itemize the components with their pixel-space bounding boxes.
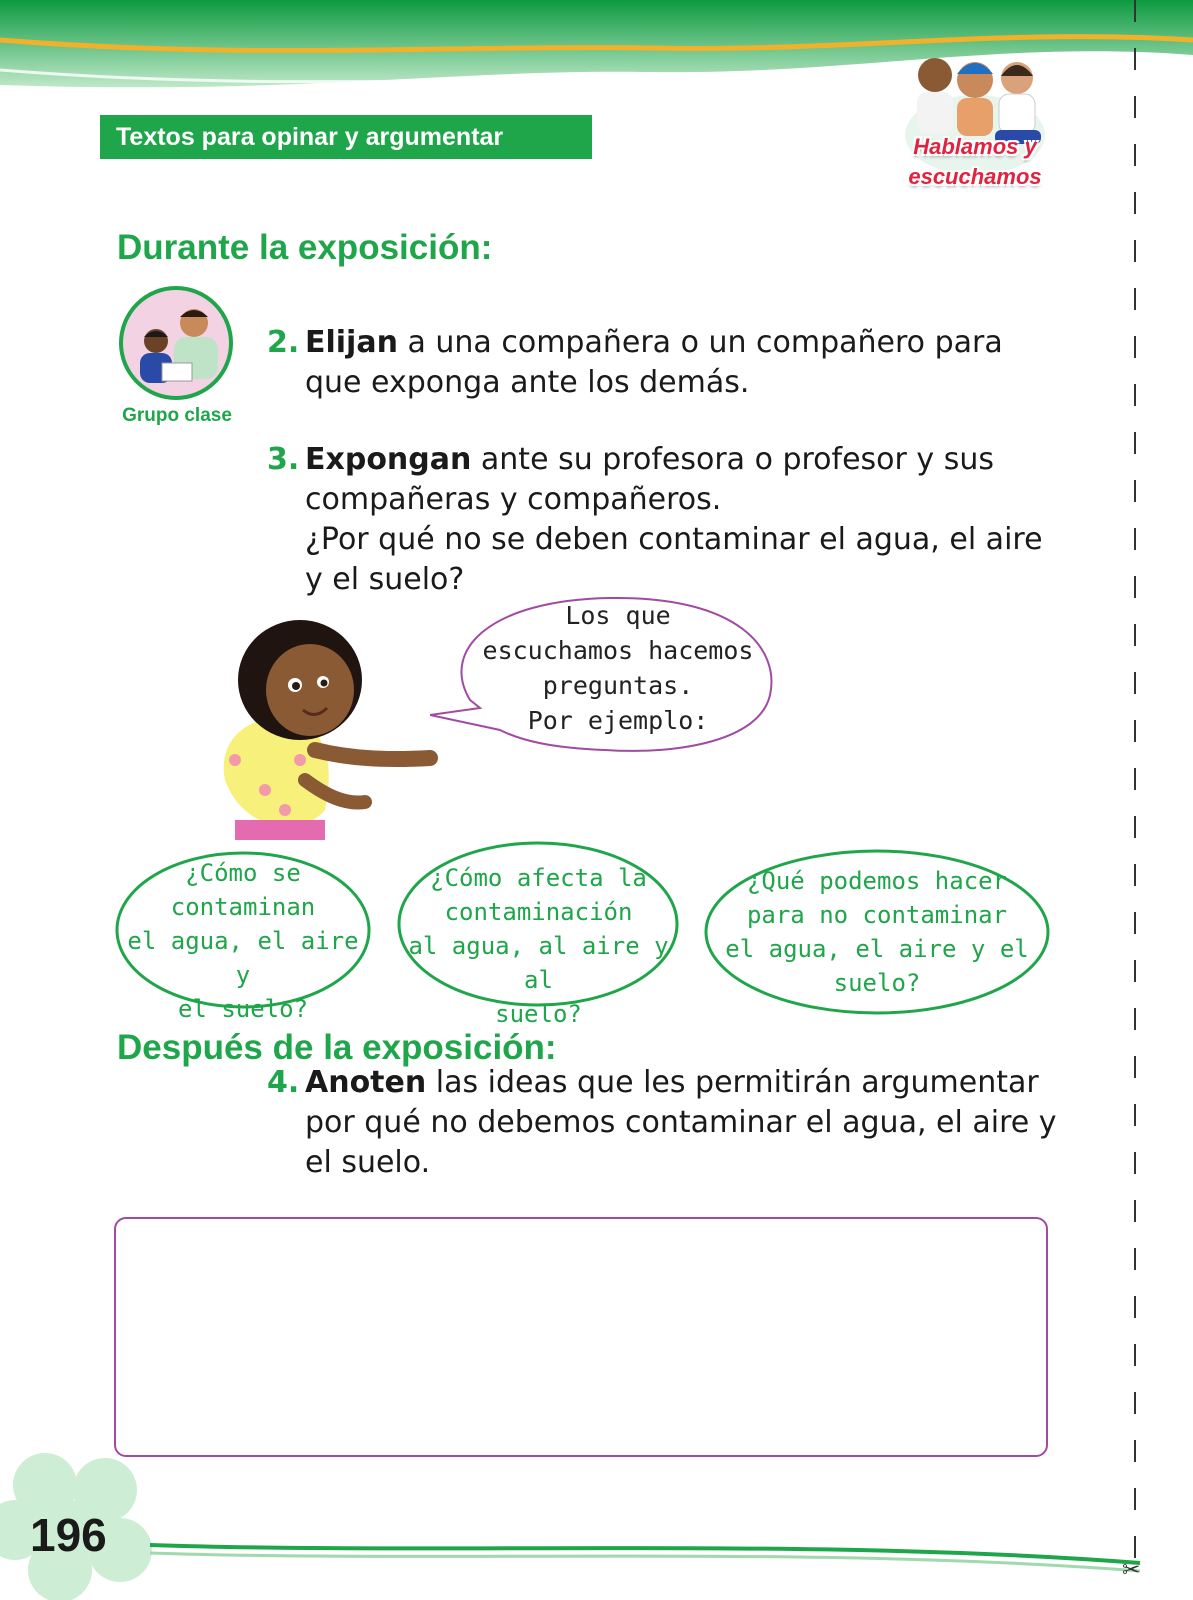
heading-during: Durante la exposición: bbox=[117, 228, 493, 267]
question-line: para no contaminar bbox=[746, 901, 1008, 929]
page-number: 196 bbox=[30, 1509, 107, 1561]
question-line: ¿Cómo se bbox=[185, 859, 301, 887]
step-4-text: las ideas que les permitirán argumentar por qué no debemos contaminar el agua, el aire y el suelo. bbox=[305, 1065, 1057, 1180]
step-3-verb: Expongan bbox=[305, 442, 472, 477]
speech-line: escuchamos hacemos bbox=[482, 636, 754, 665]
group-class-label: Grupo clase bbox=[122, 405, 232, 426]
question-bubble-3 bbox=[713, 864, 1041, 1000]
question-line: el agua, el aire y bbox=[127, 927, 359, 989]
question-line: contaminación bbox=[444, 898, 633, 926]
step-3-number: 3. bbox=[267, 442, 300, 477]
step-4 bbox=[267, 1063, 1075, 1183]
question-line: el suelo? bbox=[177, 995, 309, 1023]
step-2-text: a una compañera o un compañero para que exponga ante los demás. bbox=[305, 325, 1003, 400]
speech-line: Los que bbox=[565, 601, 671, 630]
question-line: ¿Cómo afecta la bbox=[430, 864, 647, 892]
step-3 bbox=[267, 440, 1065, 600]
question-line: contaminan bbox=[170, 893, 316, 921]
group-class-icon bbox=[118, 285, 234, 401]
speech-bubble-text bbox=[468, 598, 768, 738]
question-bubble-2 bbox=[406, 861, 671, 1031]
question-bubble-1 bbox=[124, 856, 362, 1026]
bottom-decoration bbox=[0, 1445, 1193, 1600]
cut-line bbox=[1133, 0, 1137, 1600]
speech-line: preguntas. bbox=[542, 671, 694, 700]
scissors-icon: ✂ bbox=[1122, 1558, 1141, 1583]
badge-label bbox=[890, 132, 1060, 192]
answer-box[interactable] bbox=[114, 1217, 1048, 1457]
question-line: ¿Qué podemos hacer bbox=[746, 867, 1008, 895]
step-4-verb: Anoten bbox=[305, 1065, 427, 1100]
step-4-number: 4. bbox=[267, 1065, 300, 1100]
badge-label-line2: escuchamos bbox=[908, 164, 1042, 189]
question-line: suelo? bbox=[495, 1000, 582, 1028]
heading-after: Después de la exposición: bbox=[117, 1028, 557, 1067]
step-3-text: ante su profesora o profesor y sus compañeras y compañeros. bbox=[305, 442, 994, 517]
question-line: suelo? bbox=[833, 969, 921, 997]
girl-illustration bbox=[205, 610, 455, 840]
question-line: al agua, al aire y al bbox=[408, 932, 669, 994]
step-2 bbox=[267, 323, 1065, 403]
step-3-question: ¿Por qué no se deben contaminar el agua, el aire y el suelo? bbox=[305, 522, 1043, 597]
step-2-number: 2. bbox=[267, 325, 300, 360]
section-title-bar: Textos para opinar y argumentar bbox=[100, 115, 592, 159]
question-line: el agua, el aire y el bbox=[725, 935, 1029, 963]
step-2-verb: Elijan bbox=[305, 325, 398, 360]
speech-line: Por ejemplo: bbox=[527, 706, 709, 735]
badge-label-line1: Hablamos y bbox=[913, 134, 1037, 159]
